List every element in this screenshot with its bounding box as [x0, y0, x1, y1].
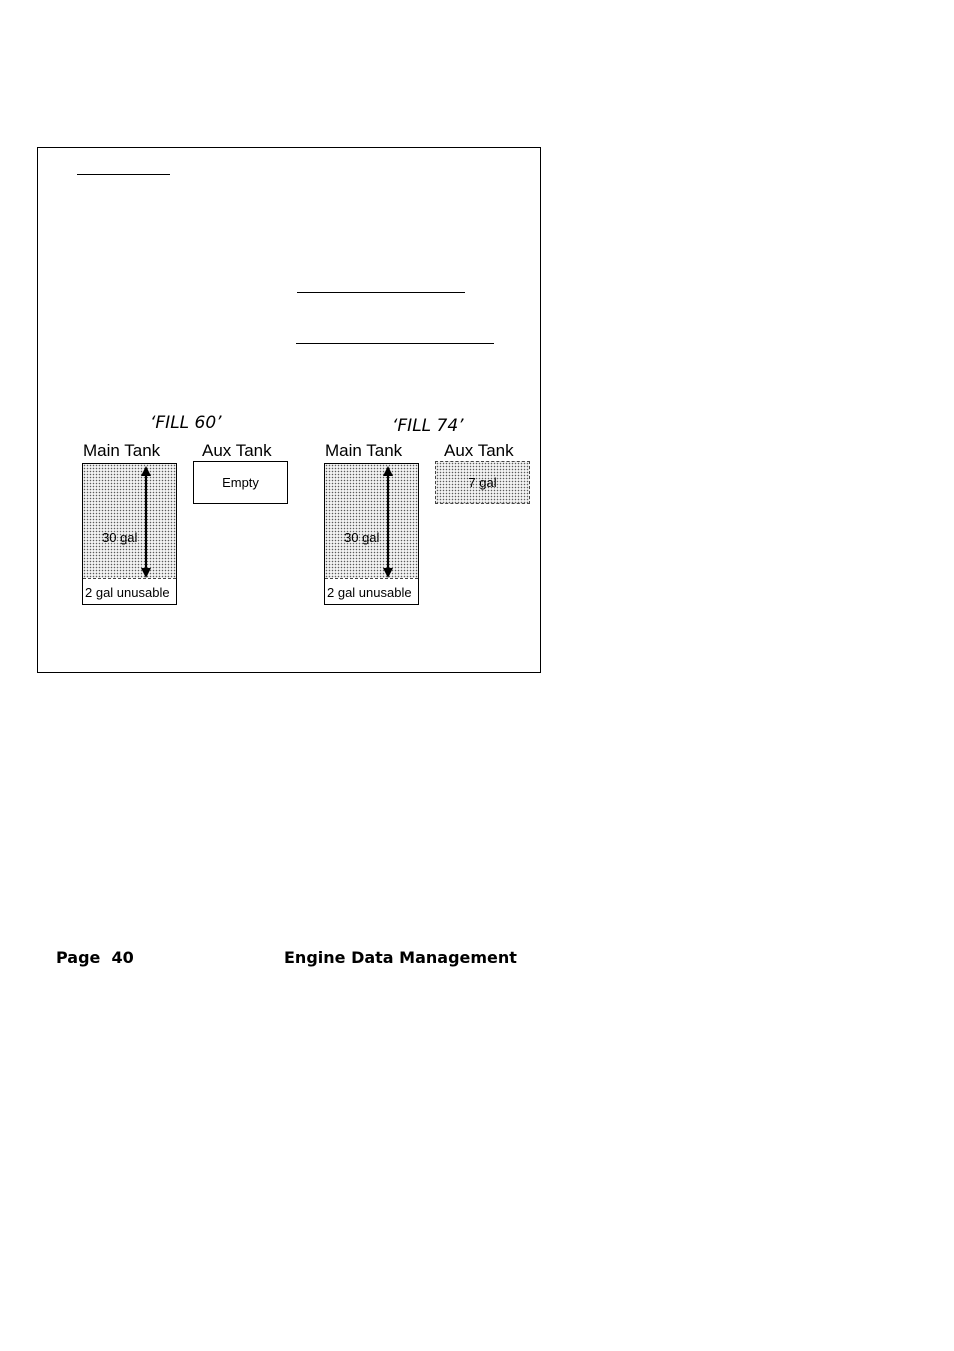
fill-60-label: ‘FILL 60’ [150, 413, 222, 433]
usable-range-arrow-icon [382, 465, 394, 579]
unusable-fuel-zone [325, 578, 418, 604]
usable-range-arrow-icon [140, 465, 152, 579]
fill-74-main-tank [324, 463, 419, 605]
usable-fuel-zone [325, 464, 418, 581]
fill-60-aux-tank: Empty [193, 461, 288, 504]
blank-line-1 [297, 292, 465, 293]
fill-60-main-tank [82, 463, 177, 605]
fill-60-aux-tank-label: Aux Tank [202, 441, 272, 460]
fill-60-unusable-label: 2 gal unusable [85, 585, 170, 600]
unusable-fuel-zone [83, 578, 176, 604]
fill-60-main-tank-label: Main Tank [83, 441, 161, 460]
fill-74-label: ‘FILL 74’ [392, 416, 464, 436]
heading-rule [77, 174, 170, 175]
blank-line-2 [296, 343, 494, 344]
fill-74-unusable-label: 2 gal unusable [327, 585, 412, 600]
usable-fuel-zone [83, 464, 176, 581]
fill-74-aux-tank: 7 gal [435, 461, 530, 504]
fill-60-main-amount: 30 gal [102, 530, 138, 545]
footer-title: Engine Data Management [284, 948, 517, 967]
page-number: Page 40 [56, 948, 134, 967]
fill-74-main-amount: 30 gal [344, 530, 380, 545]
fill-74-aux-tank-label: Aux Tank [444, 441, 514, 460]
fill-74-main-tank-label: Main Tank [325, 441, 403, 460]
